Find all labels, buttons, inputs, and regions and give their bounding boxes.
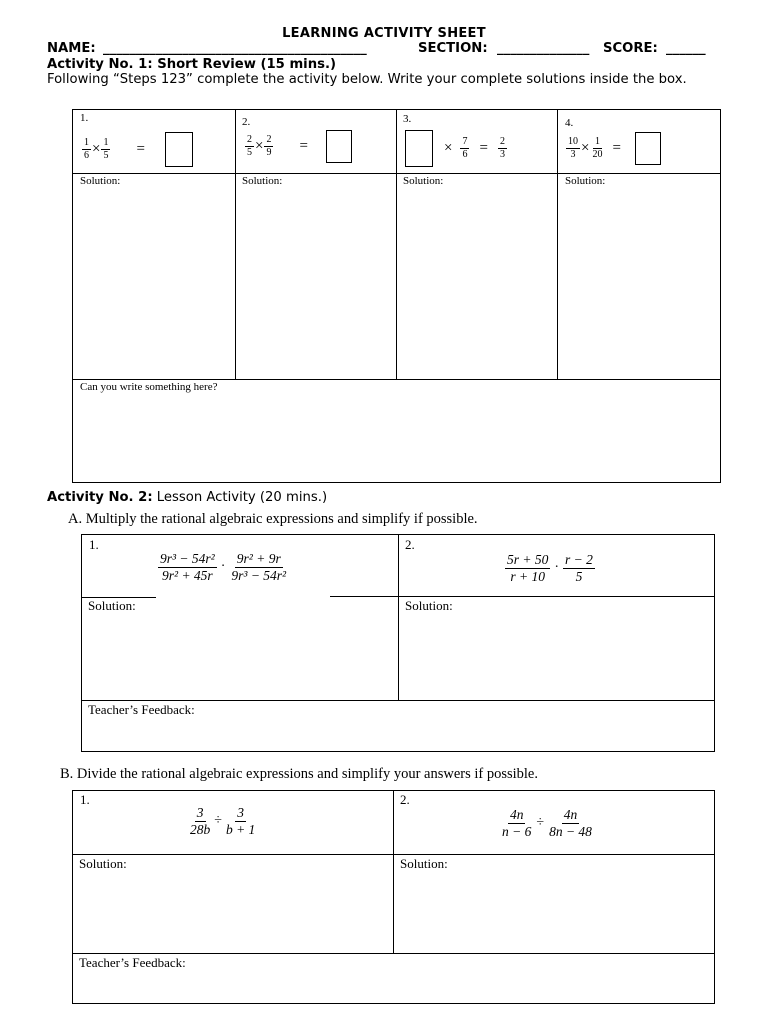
section-blank[interactable]: ______________ bbox=[497, 41, 590, 56]
sheet-title: LEARNING ACTIVITY SHEET bbox=[282, 26, 486, 41]
solution-label: Solution: bbox=[80, 175, 121, 187]
activity1-instruction: Following “Steps 123” complete the activity below. Write your complete solutions inside the box. bbox=[47, 72, 687, 87]
partA-problem-2-expression: $\frac{5r + 50}{r + 10}$ · $\frac{r - 2}{5}$ bbox=[507, 552, 593, 584]
item-number: 2. bbox=[400, 792, 410, 807]
solution-label: Solution: bbox=[403, 175, 444, 187]
answer-box[interactable] bbox=[405, 130, 433, 167]
activity2-heading: Activity No. 2: Lesson Activity (20 mins.) bbox=[47, 490, 328, 505]
answer-box[interactable] bbox=[326, 130, 352, 163]
solution-label: Solution: bbox=[88, 598, 136, 613]
solution-label: Solution: bbox=[79, 856, 127, 871]
item-number: 1. bbox=[89, 537, 99, 552]
write-prompt: Can you write something here? bbox=[80, 381, 218, 393]
item-number: 1. bbox=[80, 112, 89, 124]
activity1-heading: Activity No. 1: Short Review (15 mins.) bbox=[47, 57, 336, 72]
score-blank[interactable]: ______ bbox=[666, 41, 706, 56]
partB-problem-2-expression: $\frac{4n}{n - 6}$ ÷ $\frac{4n}{8n - 48}$ bbox=[502, 807, 592, 839]
problem-2-expression: $\frac{2}{5}$ × $\frac{2}{9}$ = bbox=[245, 130, 352, 163]
item-number: 3. bbox=[403, 113, 412, 125]
section-label: SECTION: bbox=[418, 41, 488, 56]
item-number: 4. bbox=[565, 117, 574, 129]
item-number: 2. bbox=[405, 537, 415, 552]
answer-box[interactable] bbox=[165, 132, 193, 167]
feedback-label: Teacher’s Feedback: bbox=[88, 702, 195, 717]
problem-1-expression: $\frac{1}{6}$ × $\frac{1}{5}$ = bbox=[82, 132, 193, 167]
feedback-label: Teacher’s Feedback: bbox=[79, 955, 186, 970]
partA-problem-1-expression: $\frac{\text{9r³ − 54r²}}{\text{9r² + 45r}}$ · $\frac{\text{9r² + 9r}}{\text{9r³ − 54r²}}$ bbox=[160, 551, 287, 583]
partB-problem-1-expression: $\frac{3}{28b}$ ÷ $\frac{3}{b + 1}$ bbox=[190, 805, 256, 837]
item-number: 1. bbox=[80, 792, 90, 807]
item-number: 2. bbox=[242, 116, 251, 128]
solution-label: Solution: bbox=[405, 598, 453, 613]
problem-3-expression: × $\frac{7}{6}$ = $\frac{2}{3}$ bbox=[405, 130, 507, 167]
answer-box[interactable] bbox=[635, 132, 661, 165]
solution-label: Solution: bbox=[242, 175, 283, 187]
name-label: NAME: bbox=[47, 41, 96, 56]
score-label: SCORE: bbox=[603, 41, 658, 56]
partB-instruction: B. Divide the rational algebraic expressions and simplify your answers if possible. bbox=[60, 766, 538, 782]
solution-label: Solution: bbox=[400, 856, 448, 871]
solution-label: Solution: bbox=[565, 175, 606, 187]
partA-instruction: A. Multiply the rational algebraic expressions and simplify if possible. bbox=[68, 511, 478, 527]
name-blank[interactable]: ________________________________________ bbox=[103, 41, 367, 56]
problem-4-expression: $\frac{10}{3}$ × $\frac{1}{20}$ = bbox=[566, 132, 661, 165]
